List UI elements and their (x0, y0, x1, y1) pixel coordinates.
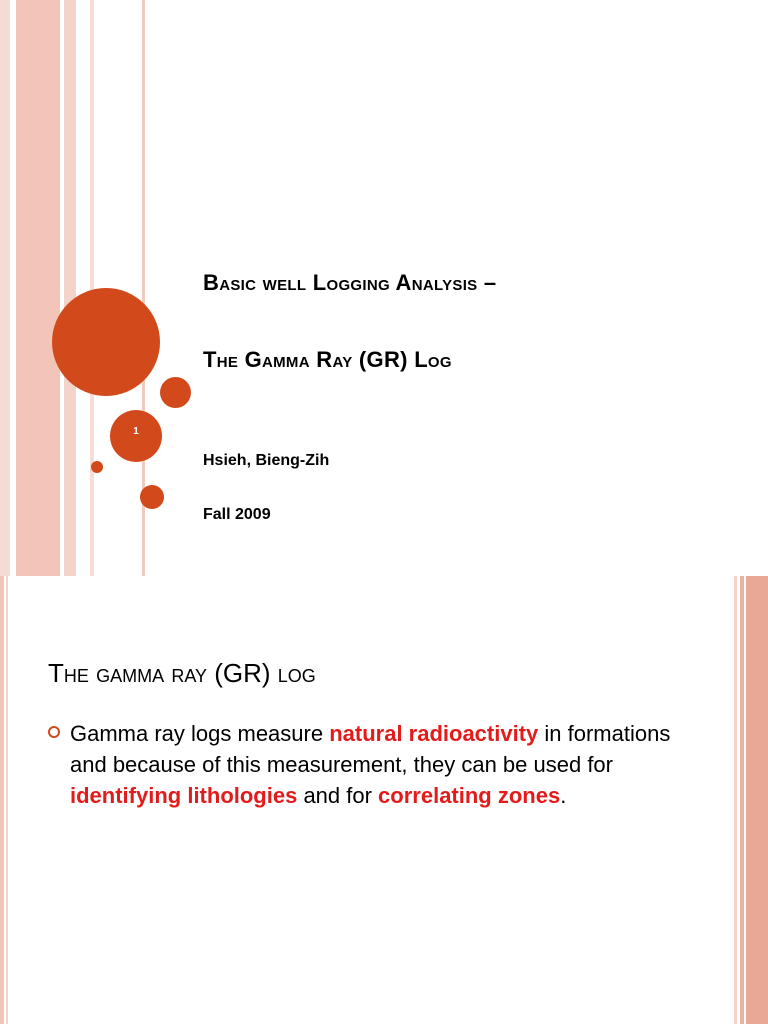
decor-stripe (16, 0, 60, 576)
emphasis-natural-radioactivity: natural radioactivity (329, 721, 539, 746)
decor-stripe (740, 576, 744, 1024)
decor-stripe (734, 576, 737, 1024)
title-line-1: Basic well Logging Analysis – (203, 270, 497, 295)
bullet-text-part: in formations and because of this measurement, they can be used for (70, 721, 671, 777)
bullet-text (70, 718, 688, 811)
decor-circle-large (52, 288, 160, 396)
bullet-item (48, 718, 688, 811)
decor-stripe (0, 576, 4, 1024)
decor-stripe (0, 0, 10, 576)
decor-stripe (64, 0, 76, 576)
title-line-2: The Gamma Ray (GR) Log (203, 347, 452, 372)
decor-circle-dot (91, 461, 103, 473)
decor-stripe (90, 0, 94, 576)
slide-2 (0, 576, 768, 1024)
decor-stripe (6, 576, 8, 1024)
decor-circle-small (140, 485, 164, 509)
decor-circle-small (160, 377, 191, 408)
bullet-text-part: and for (297, 783, 379, 808)
term-label: Fall 2009 (203, 506, 271, 523)
decor-stripe (746, 576, 768, 1024)
author-name: Hsieh, Bieng-Zih (203, 452, 330, 469)
slide-title: The gamma ray (GR) log (48, 658, 316, 688)
emphasis-identifying-lithologies: identifying lithologies (70, 783, 298, 808)
decor-stripe (76, 0, 90, 576)
hollow-circle-icon (48, 726, 60, 738)
bullet-text-part: . (560, 783, 567, 808)
bullet-text-part: Gamma ray logs measure (70, 721, 330, 746)
page-number: 1 (133, 426, 139, 437)
emphasis-correlating-zones: correlating zones (378, 783, 561, 808)
